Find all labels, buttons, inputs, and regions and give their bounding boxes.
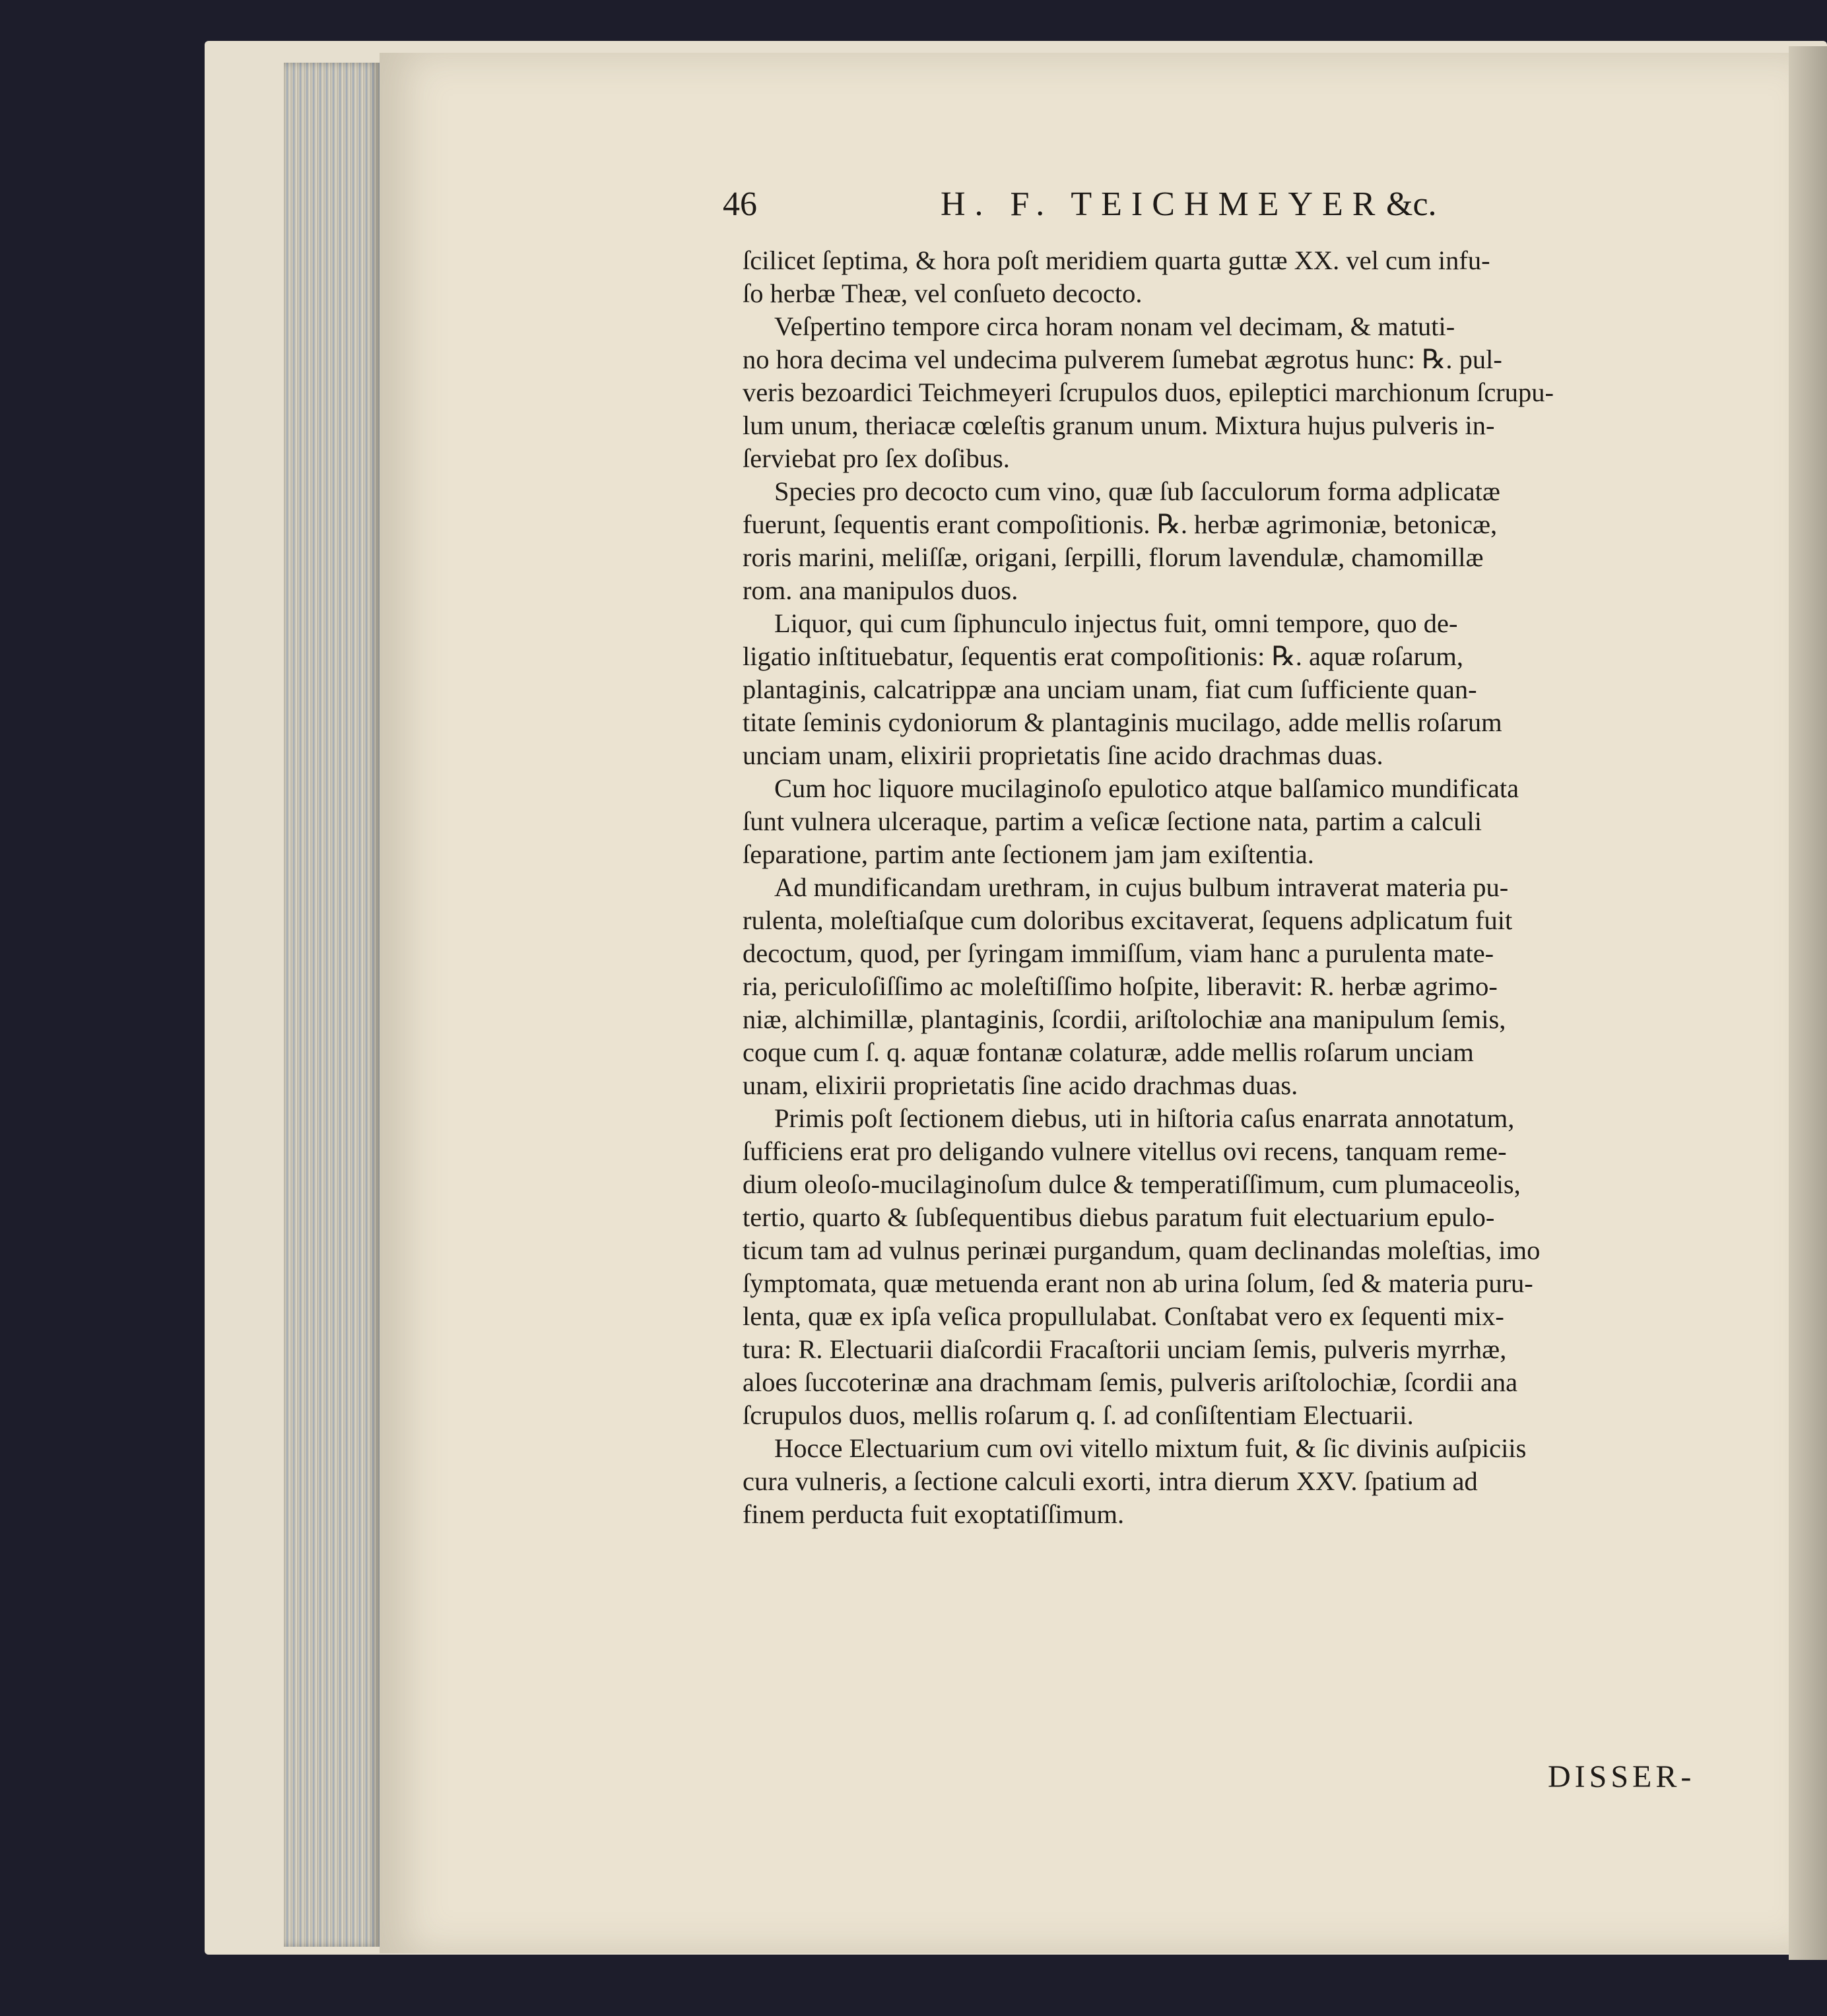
paragraph: Liquor, qui cum ſiphunculo injectus fuit, omni tempore, quo de- ligatio inſtituebatur, ſequentis erat compoſitionis: ℞. aquæ roſarum, plantaginis, calcatrippæ ana unciam unam, fiat cum ſufficiente quan- titate ſeminis cydoniorum & plantaginis mucilago, adde mellis roſarum unciam unam, elixirii proprietatis ſine acido drachmas duas.	[743, 608, 1502, 770]
paragraph: Ad mundificandam urethram, in cujus bulbum intraverat materia pu- rulenta, moleſtiaſque cum doloribus excitaverat, ſequens adplicatum fuit decoctum, quod, per ſyringam immiſſum, viam hanc a purulenta mate- ria, periculoſiſſimo ac moleſtiſſimo hoſpite, liberavit: R. herbæ agrimo- niæ, alchimillæ, plantaginis, ſcordii, ariſtolochiæ ana manipulum ſemis, coque cum ſ. q. aquæ fontanæ colaturæ, adde mellis roſarum unciam unam, elixirii proprietatis ſine acido drachmas duas.	[743, 872, 1513, 1100]
paragraph: Cum hoc liquore mucilaginoſo epulotico atque balſamico mundificata ſunt vulnera ulceraque, partim a veſicæ ſectione nata, partim a calculi ſeparatione, partim ante ſectionem jam jam exiſtentia.	[743, 773, 1519, 869]
paragraph: Species pro decocto cum vino, quæ ſub ſacculorum forma adplicatæ fuerunt, ſequentis erant compoſitionis. ℞. herbæ agrimoniæ, betonicæ, roris marini, meliſſæ, origani, ſerpilli, florum lavendulæ, chamomillæ rom. ana manipulos duos.	[743, 476, 1500, 605]
page-right-edge	[1789, 46, 1827, 1960]
running-head: H. F. TEICHMEYER	[941, 185, 1385, 223]
running-head-etc: &c.	[1386, 185, 1437, 223]
paragraph: Hocce Electuarium cum ovi vitello mixtum fuit, & ſic divinis auſpiciis cura vulneris, a ſectione calculi exorti, intra dierum XXV. ſpatium ad finem perducta fuit exoptatiſſimum.	[743, 1433, 1527, 1529]
catchword: DISSER-	[1548, 1759, 1696, 1794]
paragraph: Veſpertino tempore circa horam nonam vel decimam, & matuti- no hora decima vel undecima pulverem ſumebat ægrotus hunc: ℞. pul- veris bezoardici Teichmeyeri ſcrupulos duos, epileptici marchionum ſcrupu- lum unum, theriacæ cœleſtis granum unum. Mixtura hujus pulveris in- ſerviebat pro ſex doſibus.	[743, 311, 1554, 473]
body-text	[743, 244, 1700, 1531]
page-header	[723, 185, 1515, 231]
page-number: 46	[723, 185, 757, 223]
page-edges	[284, 63, 380, 1947]
paragraph: ſcilicet ſeptima, & hora poſt meridiem quarta guttæ XX. vel cum infu- ſo herbæ Theæ, vel conſueto decocto.	[743, 245, 1490, 308]
paragraph: Primis poſt ſectionem diebus, uti in hiſtoria caſus enarrata annotatum, ſufficiens erat pro deligando vulnere vitellus ovi recens, tanquam reme- dium oleoſo-mucilaginoſum dulce & temperatiſſimum, cum plumaceolis, tertio, quarto & ſubſequentibus diebus paratum fuit electuarium epulo- ticum tam ad vulnus perinæi purgandum, quam declinandas moleſtias, imo ſymptomata, quæ metuenda erant non ab urina ſolum, ſed & materia puru- lenta, quæ ex ipſa veſica propullulabat. Conſtabat vero ex ſequenti mix- tura: R. Electuarii diaſcordii Fracaſtorii unciam ſemis, pulveris myrrhæ, aloes ſuccoterinæ ana drachmam ſemis, pulveris ariſtolochiæ, ſcordii ana ſcrupulos duos, mellis roſarum q. ſ. ad conſiſtentiam Electuarii.	[743, 1103, 1541, 1430]
